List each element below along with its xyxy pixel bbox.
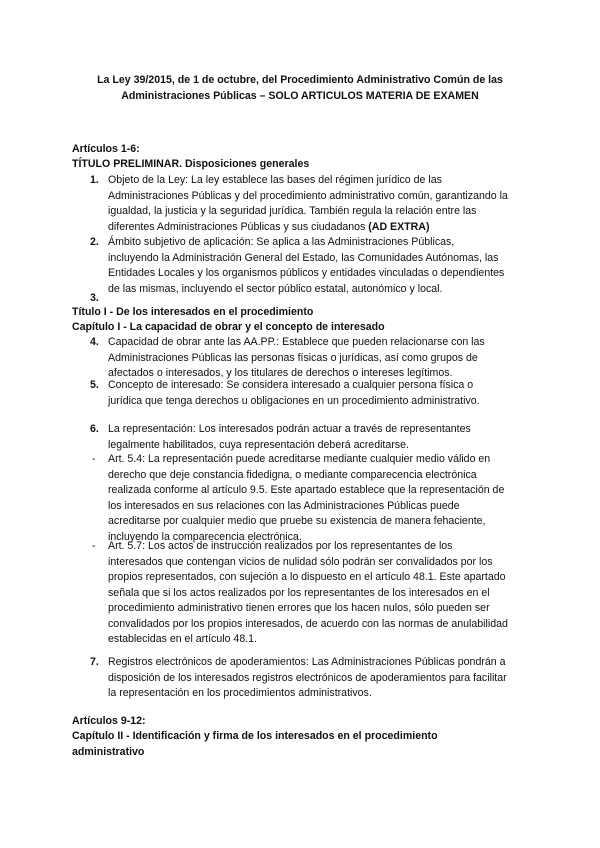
text-line: procedimiento administrativo tienen errores que los hacen nulos, sólo pueden ser xyxy=(108,602,490,614)
list-item-capacidad xyxy=(88,335,533,382)
heading-line: administrativo xyxy=(72,745,145,758)
text-line: Ámbito subjetivo de aplicación: Se aplica a las Administraciones Públicas, xyxy=(108,236,455,248)
text-line: jurídica que tenga derechos u obligaciones en un procedimiento administrativo. xyxy=(108,394,480,407)
text-line: señala que si los actos realizados por los representantes de los interesados en el xyxy=(108,586,490,599)
text-line xyxy=(108,220,533,236)
list-number: 4. xyxy=(90,336,99,348)
document-title xyxy=(70,72,530,104)
capitulo-ii-heading xyxy=(72,729,438,760)
text-line: Concepto de interesado: Se considera interesado a cualquier persona física o xyxy=(108,379,474,391)
list-number: 3. xyxy=(90,292,99,304)
text-line-part: diferentes Administraciones Públicas y sus ciudadanos xyxy=(108,220,369,233)
text-line: La representación: Los interesados podrán actuar a través de representantes xyxy=(108,423,471,435)
text-line: interesados que contengan vicios de nulidad sólo podrán ser convalidados por los xyxy=(108,555,493,568)
list-number: 5. xyxy=(90,379,99,391)
section-heading-9-12: Artículos 9-12: xyxy=(72,715,146,727)
list-number: 6. xyxy=(90,423,99,435)
text-line: Administraciones Públicas y del procedimiento administrativo común, garantizando la xyxy=(108,189,508,202)
text-line: disposición de los interesados registros electrónicos de apoderamientos para facilitar xyxy=(108,671,507,684)
sub-item-art-5-7 xyxy=(88,539,533,648)
text-line: acreditarse por cualquier medio que pruebe su existencia de manera fehaciente, xyxy=(108,515,486,527)
text-line: de las mismas, incluyendo el sector público estatal, autonómico y local. xyxy=(108,282,443,295)
list-item-objeto xyxy=(88,173,533,235)
text-line: Art. 5.4: La representación puede acreditarse mediante cualquier medio válido en xyxy=(108,453,491,465)
text-line: Art. 5.7: Los actos de instrucción realizados por los representantes de los xyxy=(108,540,453,552)
text-line: incluyendo la comparecencia electrónica. xyxy=(108,530,302,543)
text-line: propios representados, con sujeción a lo dispuesto en el artículo 48.1. Este apartado xyxy=(108,571,506,583)
text-line: igualdad, la justicia y la seguridad jurídica. También regula la relación entre las xyxy=(108,205,477,217)
text-line: legalmente habilitados, cuya representación deberá acreditarse. xyxy=(108,438,409,451)
list-number: 7. xyxy=(90,656,99,668)
text-line: establecidas en el artículo 48.1. xyxy=(108,633,257,645)
list-item-representacion xyxy=(88,422,533,453)
capitulo-i-heading: Capítulo I - La capacidad de obrar y el concepto de interesado xyxy=(72,321,385,333)
text-line: incluyendo la Administración General del Estado, las Comunidades Autónomas, las xyxy=(108,251,499,264)
text-line: afectados o interesados, y los titulares de derechos o intereses legítimos. xyxy=(108,367,453,379)
section-heading-1-6: Artículos 1-6: xyxy=(72,143,140,155)
text-line: la representación en los procedimientos administrativos. xyxy=(108,687,372,699)
text-line: realizada conforme al artículo 9.5. Este apartado establece que la representación de xyxy=(108,484,505,496)
sub-item-art-5-4 xyxy=(88,452,533,545)
dash-bullet: - xyxy=(92,453,96,465)
titulo-i-heading: Título I - De los interesados en el procedimiento xyxy=(72,306,314,318)
list-item-registros xyxy=(88,655,533,702)
text-line: Capacidad de obrar ante las AA.PP.: Establece que pueden relacionarse con las xyxy=(108,336,485,348)
list-number: 1. xyxy=(90,174,99,186)
text-line: Objeto de la Ley: La ley establece las bases del régimen jurídico de las xyxy=(108,174,442,186)
title-line: Administraciones Públicas – SOLO ARTICULOS MATERIA DE EXAMEN xyxy=(121,90,479,102)
text-line: convalidados por los propios interesados, de acuerdo con las normas de anulabilidad xyxy=(108,617,508,630)
list-item-ambito xyxy=(88,235,533,297)
title-line: La Ley 39/2015, de 1 de octubre, del Procedimiento Administrativo Común de las xyxy=(97,74,503,86)
ad-extra-label: (AD EXTRA) xyxy=(368,220,430,233)
text-line: Registros electrónicos de apoderamientos: Las Administraciones Públicas pondrán a xyxy=(108,656,506,668)
dash-bullet: - xyxy=(92,540,96,552)
list-number: 2. xyxy=(90,236,99,248)
list-item-interesado xyxy=(88,378,533,409)
text-line: los interesados en sus relaciones con las Administraciones Públicas puede xyxy=(108,499,460,512)
text-line: Administraciones Públicas las personas físicas o jurídicas, así como grupos de xyxy=(108,351,478,364)
titulo-preliminar-heading: TÍTULO PRELIMINAR. Disposiciones generales xyxy=(72,158,310,170)
heading-line: Capítulo II - Identificación y firma de los interesados en el procedimiento xyxy=(72,730,438,742)
text-line: derecho que deje constancia fidedigna, o mediante comparecencia electrónica xyxy=(108,468,477,481)
text-line: Entidades Locales y los organismos públicos y entidades vinculadas o dependientes xyxy=(108,267,505,279)
